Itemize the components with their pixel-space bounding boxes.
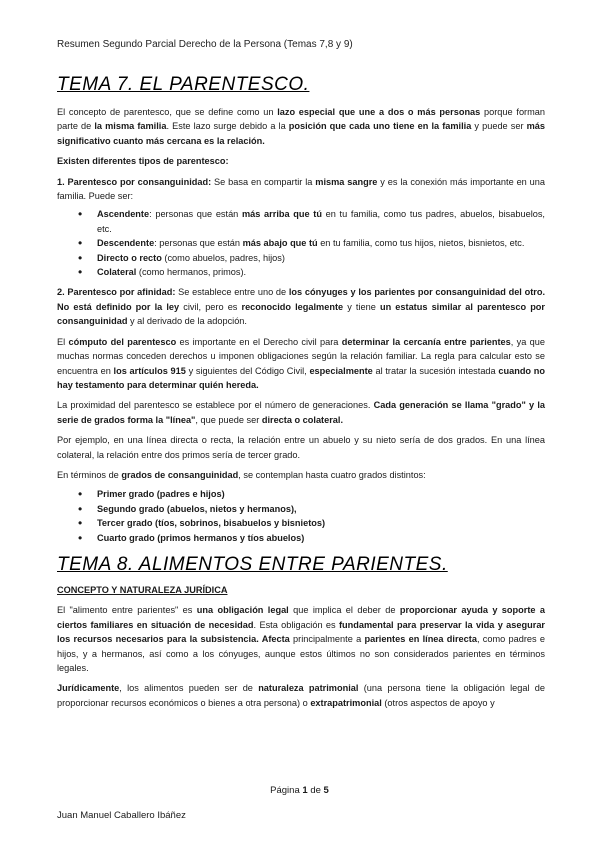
list-item: • Cuarto grado (primos hermanos y tíos abuelos) [97,531,545,545]
running-header: Resumen Segundo Parcial Derecho de la Persona (Temas 7,8 y 9) [57,39,353,50]
list-item: • Colateral (como hermanos, primos). [97,265,545,279]
list-item: • Directo o recto (como abuelos, padres, hijos) [97,251,545,265]
tema7-list-grados [57,487,545,545]
tema8-subtitle: CONCEPTO Y NATURALEZA JURÍDICA [57,584,228,595]
tema8-paragraph-1: El "alimento entre parientes" es una obligación legal que implica el deber de proporcionar ayuda y soporte a ciertos familiares en situación de necesidad. Esta obligación es fundamental para preservar la vida y asegurar los recursos necesarios para la subsistencia. Afecta principalmente a parientes en línea directa, como padres e hijos, y a hermanos, así como a los cónyuges, aunque estos últimos no son considerados parientes en términos legales. [57,605,545,673]
tema7-paragraph-3: 1. Parentesco por consanguinidad: Se basa en compartir la misma sangre y es la conexión más importante en una familia. Puede ser: [57,176,546,202]
tema8-title: TEMA 8. ALIMENTOS ENTRE PARIENTES. [57,553,448,575]
page-number: Página 1 de 5 [270,785,329,796]
list-item: • Primer grado (padres e hijos) [97,487,545,501]
list-item: • Descendente: personas que están más abajo que tú en tu familia, como tus hijos, nietos, bisnietos, etc. [97,236,545,250]
tema7-title: TEMA 7. EL PARENTESCO. [57,74,310,95]
tema8-paragraph-2: Jurídicamente, los alimentos pueden ser de naturaleza patrimonial (una persona tiene la obligación legal de proporcionar recursos económicos o bienes a otra persona) o extrapatrimonial (otros aspectos de apoyo y [57,683,545,708]
page-content [57,72,545,710]
tema7-paragraph-5: El cómputo del parentesco es importante en el Derecho civil para determinar la cercanía entre parientes, ya que muchas normas conceden derechos u imponen obligaciones según la relación familiar. La regla para calcular esto se encuentra en los artículos 915 y siguientes del Código Civil, especialmente al tratar la sucesión intestada cuando no hay testamento para determinar quién hereda. [57,336,545,390]
footer-author: Juan Manuel Caballero Ibáñez [57,810,186,821]
tema7-paragraph-2: Existen diferentes tipos de parentesco: [57,156,229,167]
tema7-paragraph-4: 2. Parentesco por afinidad: Se establece entre uno de los cónyuges y los parientes por consanguinidad del otro. No está definido por la ley civil, pero es reconocido legalmente y tiene un estatus similar al parentesco por consanguinidad y al derivado de la adopción. [57,287,545,327]
list-item: • Tercer grado (tíos, sobrinos, bisabuelos y bisnietos) [97,516,545,530]
tema7-paragraph-8: En términos de grados de consanguinidad, se contemplan hasta cuatro grados distintos: [57,469,426,480]
tema7-list-consanguinidad [57,207,545,279]
list-item: • Segundo grado (abuelos, nietos y hermanos), [97,502,545,516]
tema7-paragraph-1: El concepto de parentesco, que se define como un lazo especial que une a dos o más personas porque forman parte de la misma familia. Este lazo surge debido a la posición que cada uno tiene en la familia y puede ser más significativo cuanto más cercana es la relación. [57,107,546,146]
list-item: • Ascendente: personas que están más arriba que tú en tu familia, como tus padres, abuelos, bisabuelos, etc. [97,207,545,236]
tema7-paragraph-6: La proximidad del parentesco se establece por el número de generaciones. Cada generación se llama "grado" y la serie de grados forma la "línea", que puede ser directa o colateral. [57,400,545,425]
tema7-paragraph-7: Por ejemplo, en una línea directa o recta, la relación entre un abuelo y su nieto sería de dos grados. En una línea colateral, la relación entre dos primos sería de tercer grado. [57,435,545,460]
